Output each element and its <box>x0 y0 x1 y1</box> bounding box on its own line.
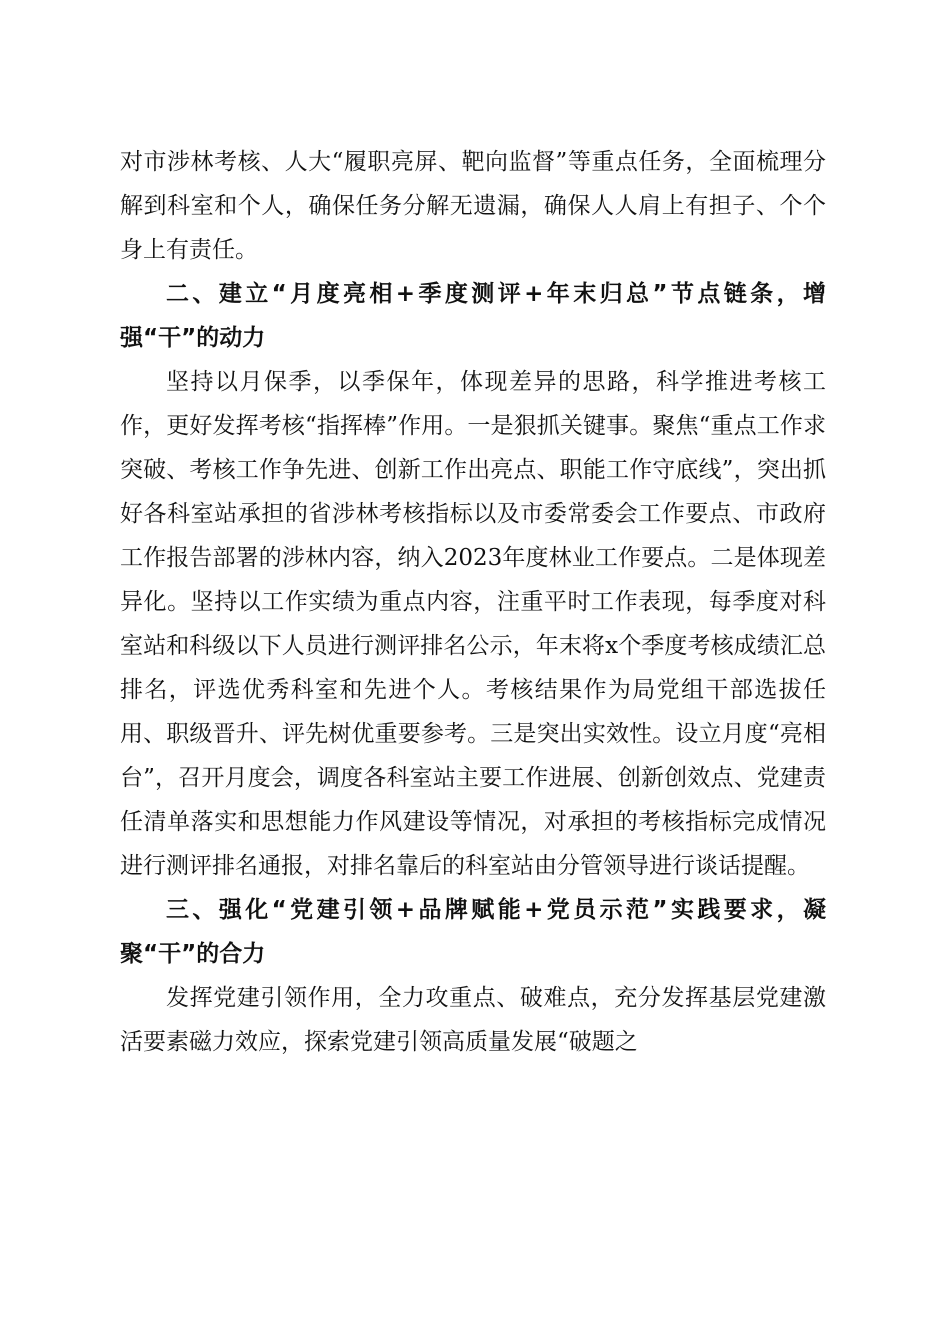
section-heading-3: 三、强化“党建引领+品牌赋能+党员示范”实践要求，凝聚“干”的合力 <box>120 897 826 967</box>
paragraph-continuation: 对市涉林考核、人大“履职亮屏、靶向监督”等重点任务，全面梳理分解到科室和个人，确保任务分解无遗漏，确保人人肩上有担子、个个身上有责任。 <box>120 149 826 263</box>
paragraph-section-3-body: 发挥党建引领作用，全力攻重点、破难点，充分发挥基层党建激活要素磁力效应，探索党建引领高质量发展“破题之 <box>120 985 826 1055</box>
section-heading-2: 二、建立“月度亮相+季度测评+年末归总”节点链条，增强“干”的动力 <box>120 281 826 351</box>
document-body <box>120 140 826 1064</box>
paragraph-section-2-body: 坚持以月保季，以季保年，体现差异的思路，科学推进考核工作，更好发挥考核“指挥棒”作用。一是狠抓关键事。聚焦“重点工作求突破、考核工作争先进、创新工作出亮点、职能工作守底线”，突出抓好各科室站承担的省涉林考核指标以及市委常委会工作要点、市政府工作报告部署的涉林内容，纳入2023年度林业工作要点。二是体现差异化。坚持以工作实绩为重点内容，注重平时工作表现，每季度对科室站和科级以下人员进行测评排名公示，年末将x个季度考核成绩汇总排名，评选优秀科室和先进个人。考核结果作为局党组干部选拔任用、职级晋升、评先树优重要参考。三是突出实效性。设立月度“亮相台”，召开月度会，调度各科室站主要工作进展、创新创效点、党建责任清单落实和思想能力作风建设等情况，对承担的考核指标完成情况进行测评排名通报，对排名靠后的科室站由分管领导进行谈话提醒。 <box>120 369 826 879</box>
